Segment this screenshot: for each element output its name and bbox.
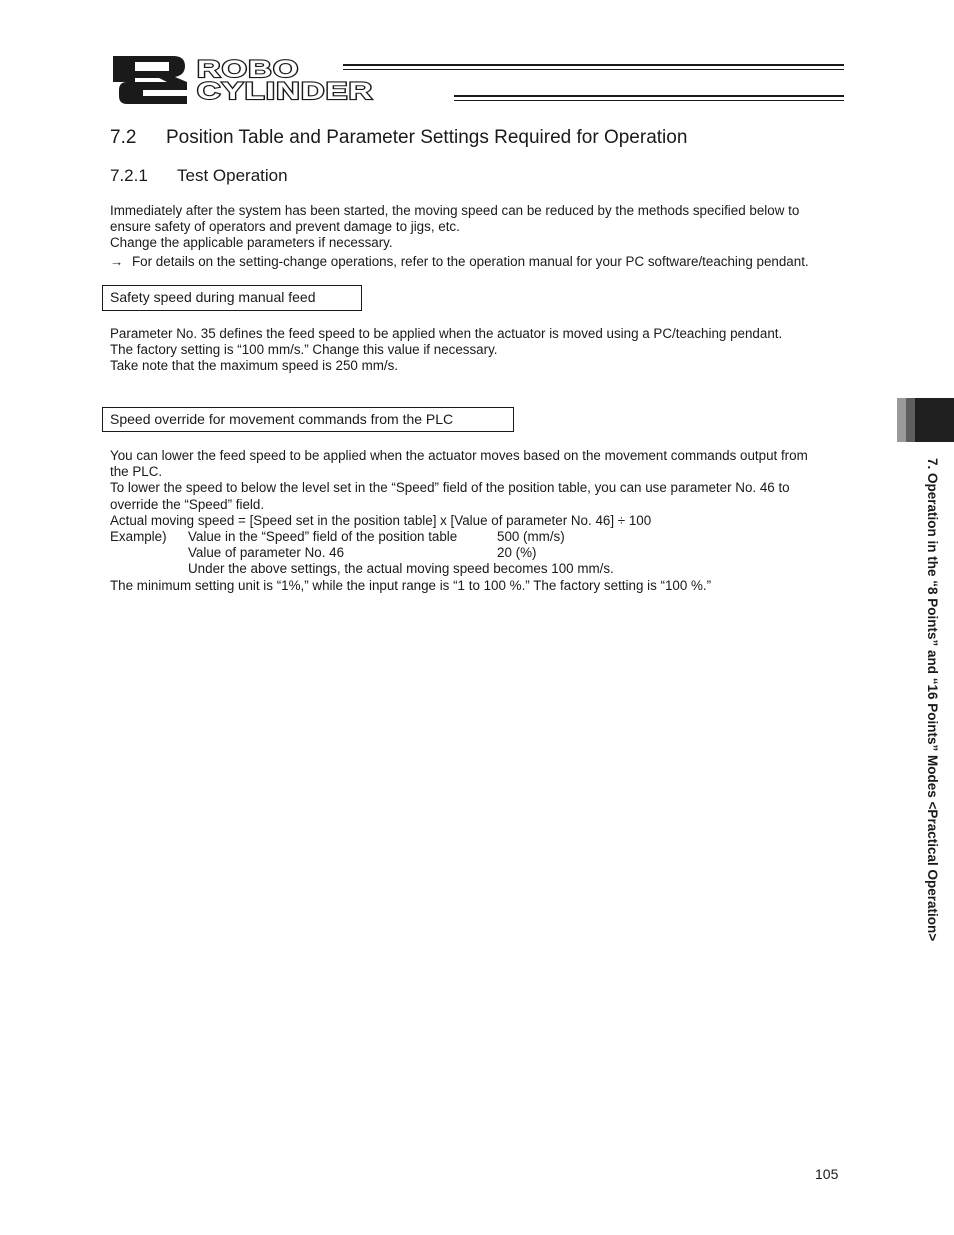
logo-robo-text: ROBO [197, 56, 300, 83]
example-result: Under the above settings, the actual moving speed becomes 100 mm/s. [188, 561, 614, 577]
subsection-title: Test Operation [177, 166, 288, 185]
example-item-value: 500 (mm/s) [497, 529, 565, 545]
example-label: Example) [110, 529, 167, 545]
subsection-heading [110, 166, 288, 186]
text-line: The minimum setting unit is “1%,” while the input range is “1 to 100 %.” The factory setting is “100 %.” [110, 577, 712, 593]
logo-cylinder-text: CYLINDER [197, 78, 374, 105]
boxed-heading-label: Safety speed during manual feed [110, 289, 316, 305]
text-line: For details on the setting-change operations, refer to the operation manual for your PC software/teaching pendant. [132, 253, 809, 269]
example-row [110, 529, 808, 545]
section-title: Position Table and Parameter Settings Required for Operation [166, 127, 688, 148]
chapter-side-label [920, 458, 942, 1018]
subsection-number: 7.2.1 [110, 166, 148, 185]
boxed-heading-speed-override [102, 407, 514, 432]
arrow-icon: → [110, 253, 124, 269]
header-rule [454, 100, 844, 101]
text-line: To lower the speed to below the level set in the “Speed” field of the position table, you can use parameter No. 46 to [110, 480, 790, 496]
example-row [110, 545, 808, 561]
text-line: the PLC. [110, 464, 163, 480]
boxed-heading-manual-feed [102, 285, 362, 311]
text-line: override the “Speed” field. [110, 496, 265, 512]
text-line: Immediately after the system has been started, the moving speed can be reduced by the methods specified below to [110, 203, 800, 218]
intro-paragraph [110, 203, 809, 270]
chapter-tab [897, 398, 954, 442]
section-heading [110, 127, 687, 149]
speed-override-paragraph [110, 448, 808, 594]
rc-logo [113, 56, 189, 104]
text-line: Change the applicable parameters if necessary. [110, 235, 393, 251]
formula-line: Actual moving speed = [Speed set in the position table] x [Value of parameter No. 46] ÷ 100 [110, 512, 652, 528]
text-line: Take note that the maximum speed is 250 mm/s. [110, 358, 399, 374]
header-rule [454, 95, 844, 97]
text-line: The factory setting is “100 mm/s.” Change this value if necessary. [110, 342, 498, 358]
example-row [110, 561, 808, 577]
header-rule [343, 64, 844, 66]
page-number: 105 [815, 1166, 839, 1182]
reference-note [110, 254, 809, 270]
chapter-side-text: 7. Operation in the “8 Points” and “16 Points” Modes <Practical Operation> [925, 458, 940, 942]
boxed-heading-label: Speed override for movement commands from the PLC [110, 411, 454, 427]
example-item-value: 20 (%) [497, 545, 537, 561]
section-number: 7.2 [110, 127, 137, 148]
text-line: ensure safety of operators and prevent damage to jigs, etc. [110, 219, 460, 235]
text-line: You can lower the feed speed to be applied when the actuator moves based on the movement commands output from [110, 448, 808, 463]
header-rule [343, 69, 844, 70]
manual-feed-paragraph [110, 326, 782, 375]
text-line: Parameter No. 35 defines the feed speed to be applied when the actuator is moved using a PC/teaching pendant. [110, 326, 783, 341]
example-item-label: Value in the “Speed” field of the position table [188, 529, 458, 545]
example-item-label: Value of parameter No. 46 [188, 545, 345, 561]
